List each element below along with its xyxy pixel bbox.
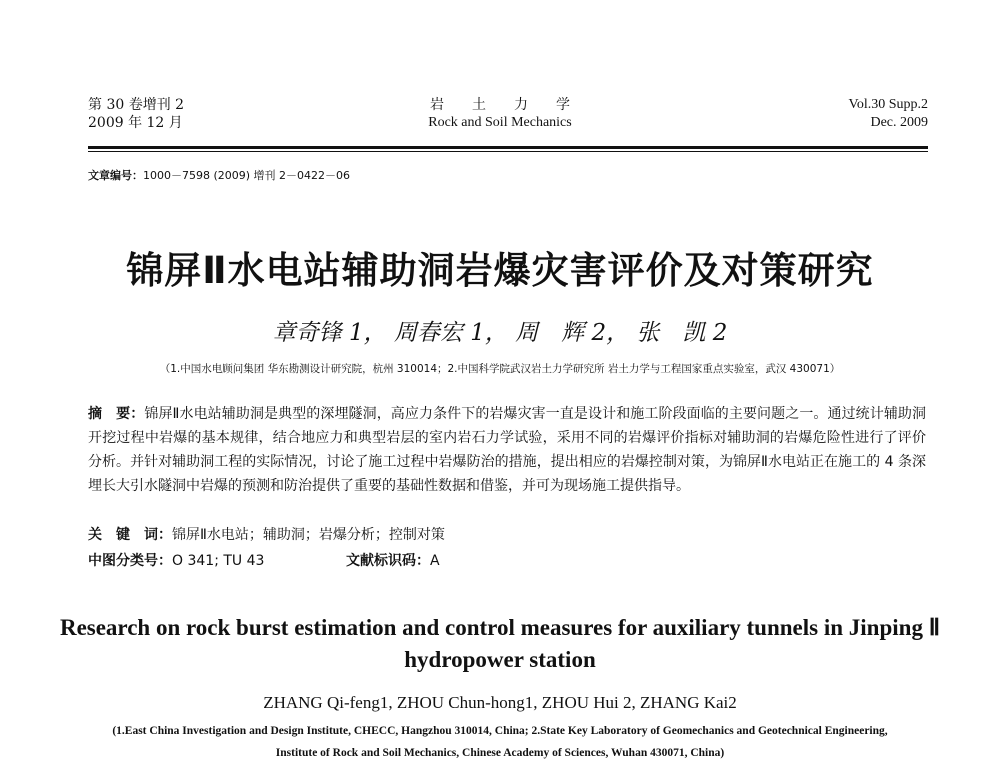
header-rule-thin [88,151,928,152]
classification-doc [346,550,440,570]
header-right [849,96,928,132]
abstract-text: 锦屏Ⅱ水电站辅助洞是典型的深埋隧洞，高应力条件下的岩爆灾害一直是设计和施工阶段面临的主要问题之一。通过统计辅助洞开挖过程中岩爆的基本规律，结合地应力和典型岩层的室内岩石力学试验，采用不同的岩爆评价指标对辅助洞的岩爆危险性进行了评价分析。并针对辅助洞工程的实际情况，讨论了施工过程中岩爆防治的措施，提出相应的岩爆控制对策，为锦屏Ⅱ水电站正在施工的 4 条深埋长大引水隧洞中岩爆的预测和防治提供了重要的基础性数据和借鉴，并可为现场施工提供指导。 [88,406,927,494]
abstract [88,402,926,498]
clc-label: 中图分类号： [88,553,172,569]
article-number-label: 文章编号： [88,169,143,182]
authors-cn: 章奇锋 1， 周春宏 1， 周 辉 2， 张 凯 2 [272,320,728,346]
affiliation-en [60,720,940,764]
affiliation-cn: （1.中国水电顾问集团 华东勘测设计研究院，杭州 310014；2.中国科学院武汉岩土力学研究所 岩土力学与工程国家重点实验室，武汉 430071） [159,363,841,375]
classification-clc [88,550,264,570]
date-en: Dec. 2009 [870,115,928,130]
keywords-text: 锦屏Ⅱ水电站；辅助洞；岩爆分析；控制对策 [172,527,445,543]
doc-code-value: A [430,553,440,569]
article-number-value: 1000－7598 (2009) 增刊 2－0422－06 [143,169,351,182]
authors-en: ZHANG Qi-feng1, ZHOU Chun-hong1, ZHOU Hui 2, ZHANG Kai2 [263,693,737,712]
doc-code-label: 文献标识码： [346,553,430,569]
article-number [88,167,350,183]
journal-name-en: Rock and Soil Mechanics [428,115,572,130]
journal-name-cn: 岩 土 力 学 [430,97,570,113]
volume-issue-en: Vol.30 Supp.2 [848,97,928,112]
keywords-label: 关 键 词： [88,527,172,543]
abstract-label: 摘 要： [88,406,145,422]
volume-issue-cn: 第 30 卷增刊 2 [88,97,185,113]
clc-value: O 341; TU 43 [172,553,265,569]
keywords [88,524,445,544]
header-rule-thick [88,146,928,149]
date-cn: 2009 年 12 月 [88,115,183,131]
title-en: Research on rock burst estimation and control measures for auxiliary tunnels in Jinping Ⅱ hydropower station [59,615,941,672]
affiliation-en-line1: (1.East China Investigation and Design Institute, CHECC, Hangzhou 310014, China; 2.State Key Laboratory of Geomechanics and Geotechnical Engineering, [112,725,888,737]
title-cn: 锦屏Ⅱ水电站辅助洞岩爆灾害评价及对策研究 [126,249,874,292]
affiliation-en-line2: Institute of Rock and Soil Mechanics, Chinese Academy of Sciences, Wuhan 430071, China) [275,747,725,759]
